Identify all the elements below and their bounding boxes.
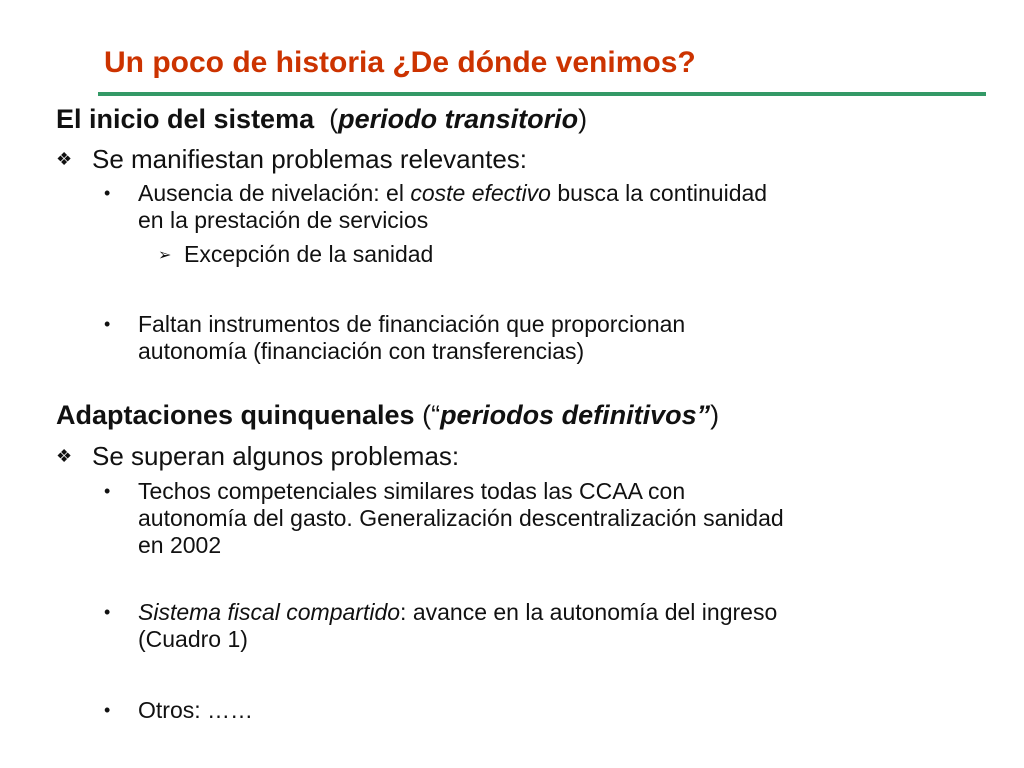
section1-paren-close: ) (578, 104, 588, 134)
section1-bullet1-a: Ausencia de nivelación: el (138, 180, 411, 206)
section1-bullet1-line2: en la prestación de servicios (138, 207, 429, 233)
section2-bullet3-text: Otros: …… (138, 697, 254, 723)
section2-heading-bold: Adaptaciones quinquenales (56, 400, 415, 430)
section1-bullet1-text (138, 180, 767, 234)
section2-bullet2-line2: (Cuadro 1) (138, 626, 248, 652)
section2-bullet1-text (138, 478, 784, 559)
diamond-bullet-icon: ❖ (56, 446, 73, 466)
slide-title: Un poco de historia ¿De dónde venimos? (104, 46, 696, 79)
section2-bullet2-rest: : avance en la autonomía del ingreso (400, 599, 778, 625)
section1-heading-italic: periodo transitorio (338, 104, 579, 134)
section1-heading (56, 104, 587, 135)
section1-heading-bold: El inicio del sistema (56, 104, 315, 134)
dot-bullet-icon: • (104, 481, 111, 501)
dot-bullet-icon: • (104, 183, 111, 203)
section1-bullet1-italic: coste efectivo (410, 180, 551, 206)
section1-diamond-item (56, 144, 527, 175)
diamond-bullet-icon: ❖ (56, 149, 73, 169)
section2-diamond-item (56, 441, 459, 472)
section2-bullet1-line1: Techos competenciales similares todas las CCAA con (138, 478, 686, 504)
section2-bullet2-text (138, 599, 777, 653)
section1-bullet2-text (138, 311, 685, 365)
section2-bullet3 (104, 697, 504, 725)
section2-bullet2 (104, 599, 984, 655)
section1-sub-text: Excepción de la sanidad (184, 241, 434, 267)
section1-bullet2-line2: autonomía (financiación con transferencias) (138, 338, 585, 364)
section2-bullet1-line3: en 2002 (138, 532, 222, 558)
section1-diamond-text: Se manifiestan problemas relevantes: (92, 144, 528, 174)
section2-heading-italic: periodos definitivos” (440, 400, 711, 430)
section2-diamond-text: Se superan algunos problemas: (92, 441, 460, 471)
section1-bullet2 (104, 311, 924, 367)
dot-bullet-icon: • (104, 700, 111, 720)
section1-bullet1 (104, 180, 924, 236)
dot-bullet-icon: • (104, 314, 111, 334)
section2-paren-close: ) (710, 400, 720, 430)
section1-bullet2-line1: Faltan instrumentos de financiación que proporcionan (138, 311, 686, 337)
section1-paren-open: ( (314, 104, 339, 134)
arrow-bullet-icon: ➢ (158, 247, 172, 264)
section1-sub-item (158, 241, 433, 268)
section2-bullet1 (104, 478, 984, 562)
section2-heading (56, 400, 719, 431)
title-divider (98, 92, 986, 96)
section1-bullet1-b: busca la continuidad (550, 180, 768, 206)
section2-bullet2-italic: Sistema fiscal compartido (138, 599, 401, 625)
section2-paren-open: (“ (414, 400, 441, 430)
dot-bullet-icon: • (104, 602, 111, 622)
section2-bullet1-line2: autonomía del gasto. Generalización descentralización sanidad (138, 505, 784, 531)
